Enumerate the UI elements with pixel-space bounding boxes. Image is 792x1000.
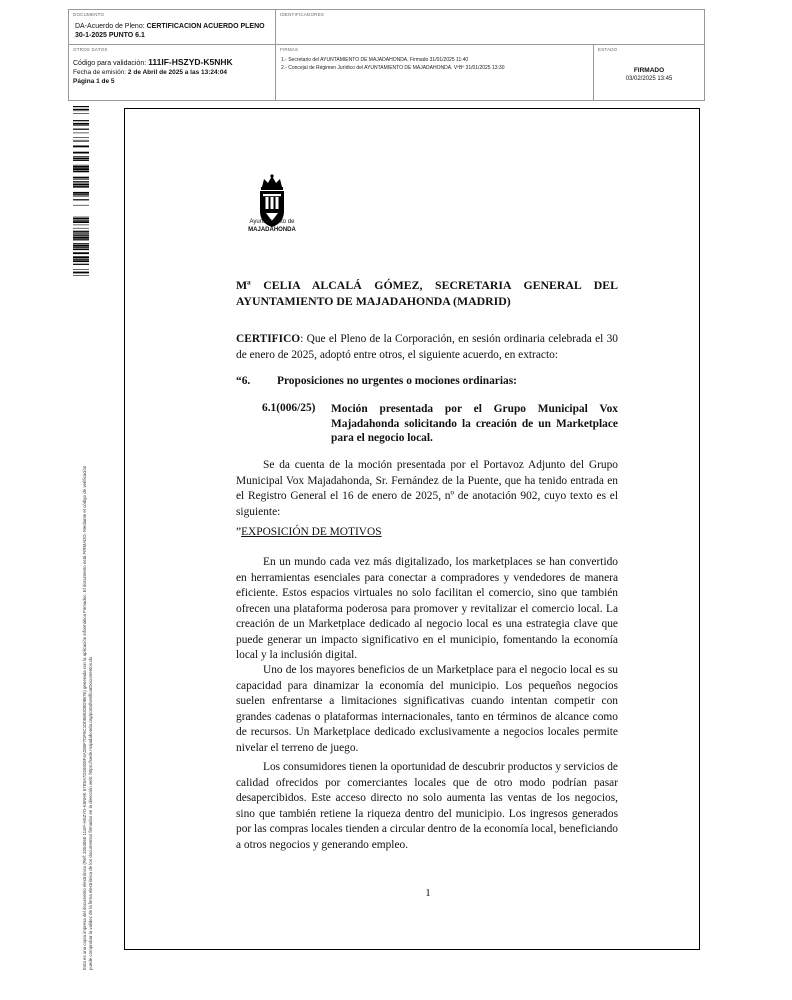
verification-margin-line-2: puede comprobar la validez de la firma electrónica de los documentos firmados en la dirección web: https://sede.majadahonda.org/portal/verificarDocumentos.do — [88, 656, 93, 970]
documento-prefix: DA-Acuerdo de Pleno: — [75, 23, 147, 30]
logo-caption-line-2: MAJADAHONDA — [248, 227, 296, 233]
estado-value: FIRMADO — [633, 67, 665, 74]
exposicion-quote: ” — [236, 526, 242, 538]
agenda-item-number: “6. — [236, 375, 251, 387]
document-metadata-header — [68, 9, 705, 101]
documento-title: CERTIFICACION ACUERDO PLENO 30-1-2025 PUNTO 6.1 — [75, 23, 265, 39]
agenda-item-title: Proposiciones no urgentes o mociones ordinarias: — [277, 375, 517, 387]
exposicion-heading — [236, 526, 382, 538]
estado-cell — [594, 45, 704, 100]
estado-date: 03/02/2025 13:45 — [625, 76, 673, 82]
estado-label: ESTADO — [598, 47, 618, 52]
agenda-subitem-number: 6.1(006/25) — [262, 402, 316, 414]
identificadores-label: IDENTIFICADORES — [280, 12, 325, 17]
certification-paragraph — [236, 332, 618, 363]
certifier-heading: Mª CELIA ALCALÁ GÓMEZ, SECRETARIA GENERAL DEL AYUNTAMIENTO DE MAJADAHONDA (MADRID) — [236, 278, 618, 308]
documento-cell — [69, 10, 276, 45]
exposicion-title: EXPOSICIÓN DE MOTIVOS — [241, 526, 382, 538]
motion-intro-paragraph: Se da cuenta de la moción presentada por el Portavoz Adjunto del Grupo Municipal Vox Majadahonda, Sr. Fernández de la Puente, que ha tenido entrada en el Registro General el 16 de enero de 2025, nº de anotación 902, cuyo texto es el siguiente: — [236, 459, 618, 518]
certification-label: CERTIFICO — [236, 333, 301, 345]
page-number: 1 — [425, 887, 431, 899]
body-paragraph-2: Uno de los mayores beneficios de un Marketplace para el negocio local es su capacidad para dinamizar la economía del municipio. Los pequeños negocios suelen enfrentarse a limitaciones significativas cuando intentan competir con grandes cadenas o plataformas internacionales, tanto en términos de alcance como de recursos. Un Marketplace dedicado exclusivamente a negocios locales permite nivelar el terreno de juego. — [236, 664, 618, 754]
firma-1: 1.- Secretario del AYUNTAMIENTO DE MAJADAHONDA. Firmado 31/01/2025 11:40 — [281, 57, 469, 63]
majadahonda-coat-of-arms-icon — [240, 166, 304, 236]
emission-date-value: 2 de Abril de 2025 a las 13:24:04 — [127, 69, 228, 76]
validation-code — [73, 57, 233, 67]
validation-code-value: 111IF-HSZYD-K5NHK — [148, 57, 233, 67]
validation-code-prefix: Código para validación: — [73, 60, 149, 67]
otros-datos-label: OTROS DATOS — [73, 47, 108, 52]
certification-text: : Que el Pleno de la Corporación, en sesión ordinaria celebrada el 30 de enero de 2025, adoptó entre otros, el siguiente acuerdo, en extracto: — [236, 333, 618, 361]
otros-datos-cell — [69, 45, 276, 100]
firma-2: 2.- Concejal de Régimen Jurídico del AYUNTAMIENTO DE MAJADAHONDA. VºBº 31/01/2025 13:30 — [281, 65, 505, 71]
firmas-label: FIRMAS — [280, 47, 299, 52]
agenda-subitem-title: Moción presentada por el Grupo Municipal Vox Majadahonda solicitando la creación de un Marketplace para el negocio local. — [331, 403, 618, 444]
logo-caption-line-1: Ayuntamiento de — [249, 219, 295, 225]
body-paragraph-1: En un mundo cada vez más digitalizado, los marketplaces se han convertido en herramientas esenciales para conectar a compradores y vendedores de manera eficiente. Estos espacios virtuales no solo facilitan el comercio, sino que también ofrecen una plataforma poderosa para promover y revitalizar el comercio local. La creación de un Marketplace dedicado al negocio local es una estrategia clave que puede generar un impacto significativo en el municipio, fomentando la economía local y la inclusión digital. — [236, 556, 618, 661]
verification-margin-text — [82, 466, 94, 970]
verification-margin-line-1: Esta es una copia impresa del documento electrónico (Ref: 3263060 111IF-HSZYD-K5NHK 67E5A7D26928F4A285F7DF8C1D0585208D9B7E) generada con la aplicación informática Firmadoc. El documento está FIRMADO. Mediante el código de verificación — [82, 465, 87, 970]
body-paragraph-3: Los consumidores tienen la oportunidad de descubrir productos y servicios de calidad ofrecidos por comerciantes locales que de otro modo podrían pasar desapercibidos. Este acceso directo no solo aumenta las ventas de los negocios, sino que también retiene la riqueza dentro del municipio. Los ingresos generados por las compras locales tienden a circular dentro de la economía local, beneficiando a otros negocios y generando empleo. — [236, 761, 618, 851]
barcode-image — [73, 106, 89, 276]
identificadores-cell — [276, 10, 704, 45]
emission-date-prefix: Fecha de emisión: — [73, 69, 128, 76]
emission-date — [73, 69, 227, 76]
firmas-cell — [276, 45, 594, 100]
documento-description — [75, 22, 270, 40]
documento-label: DOCUMENTO — [73, 12, 105, 17]
page-count: Página 1 de 5 — [73, 78, 115, 85]
